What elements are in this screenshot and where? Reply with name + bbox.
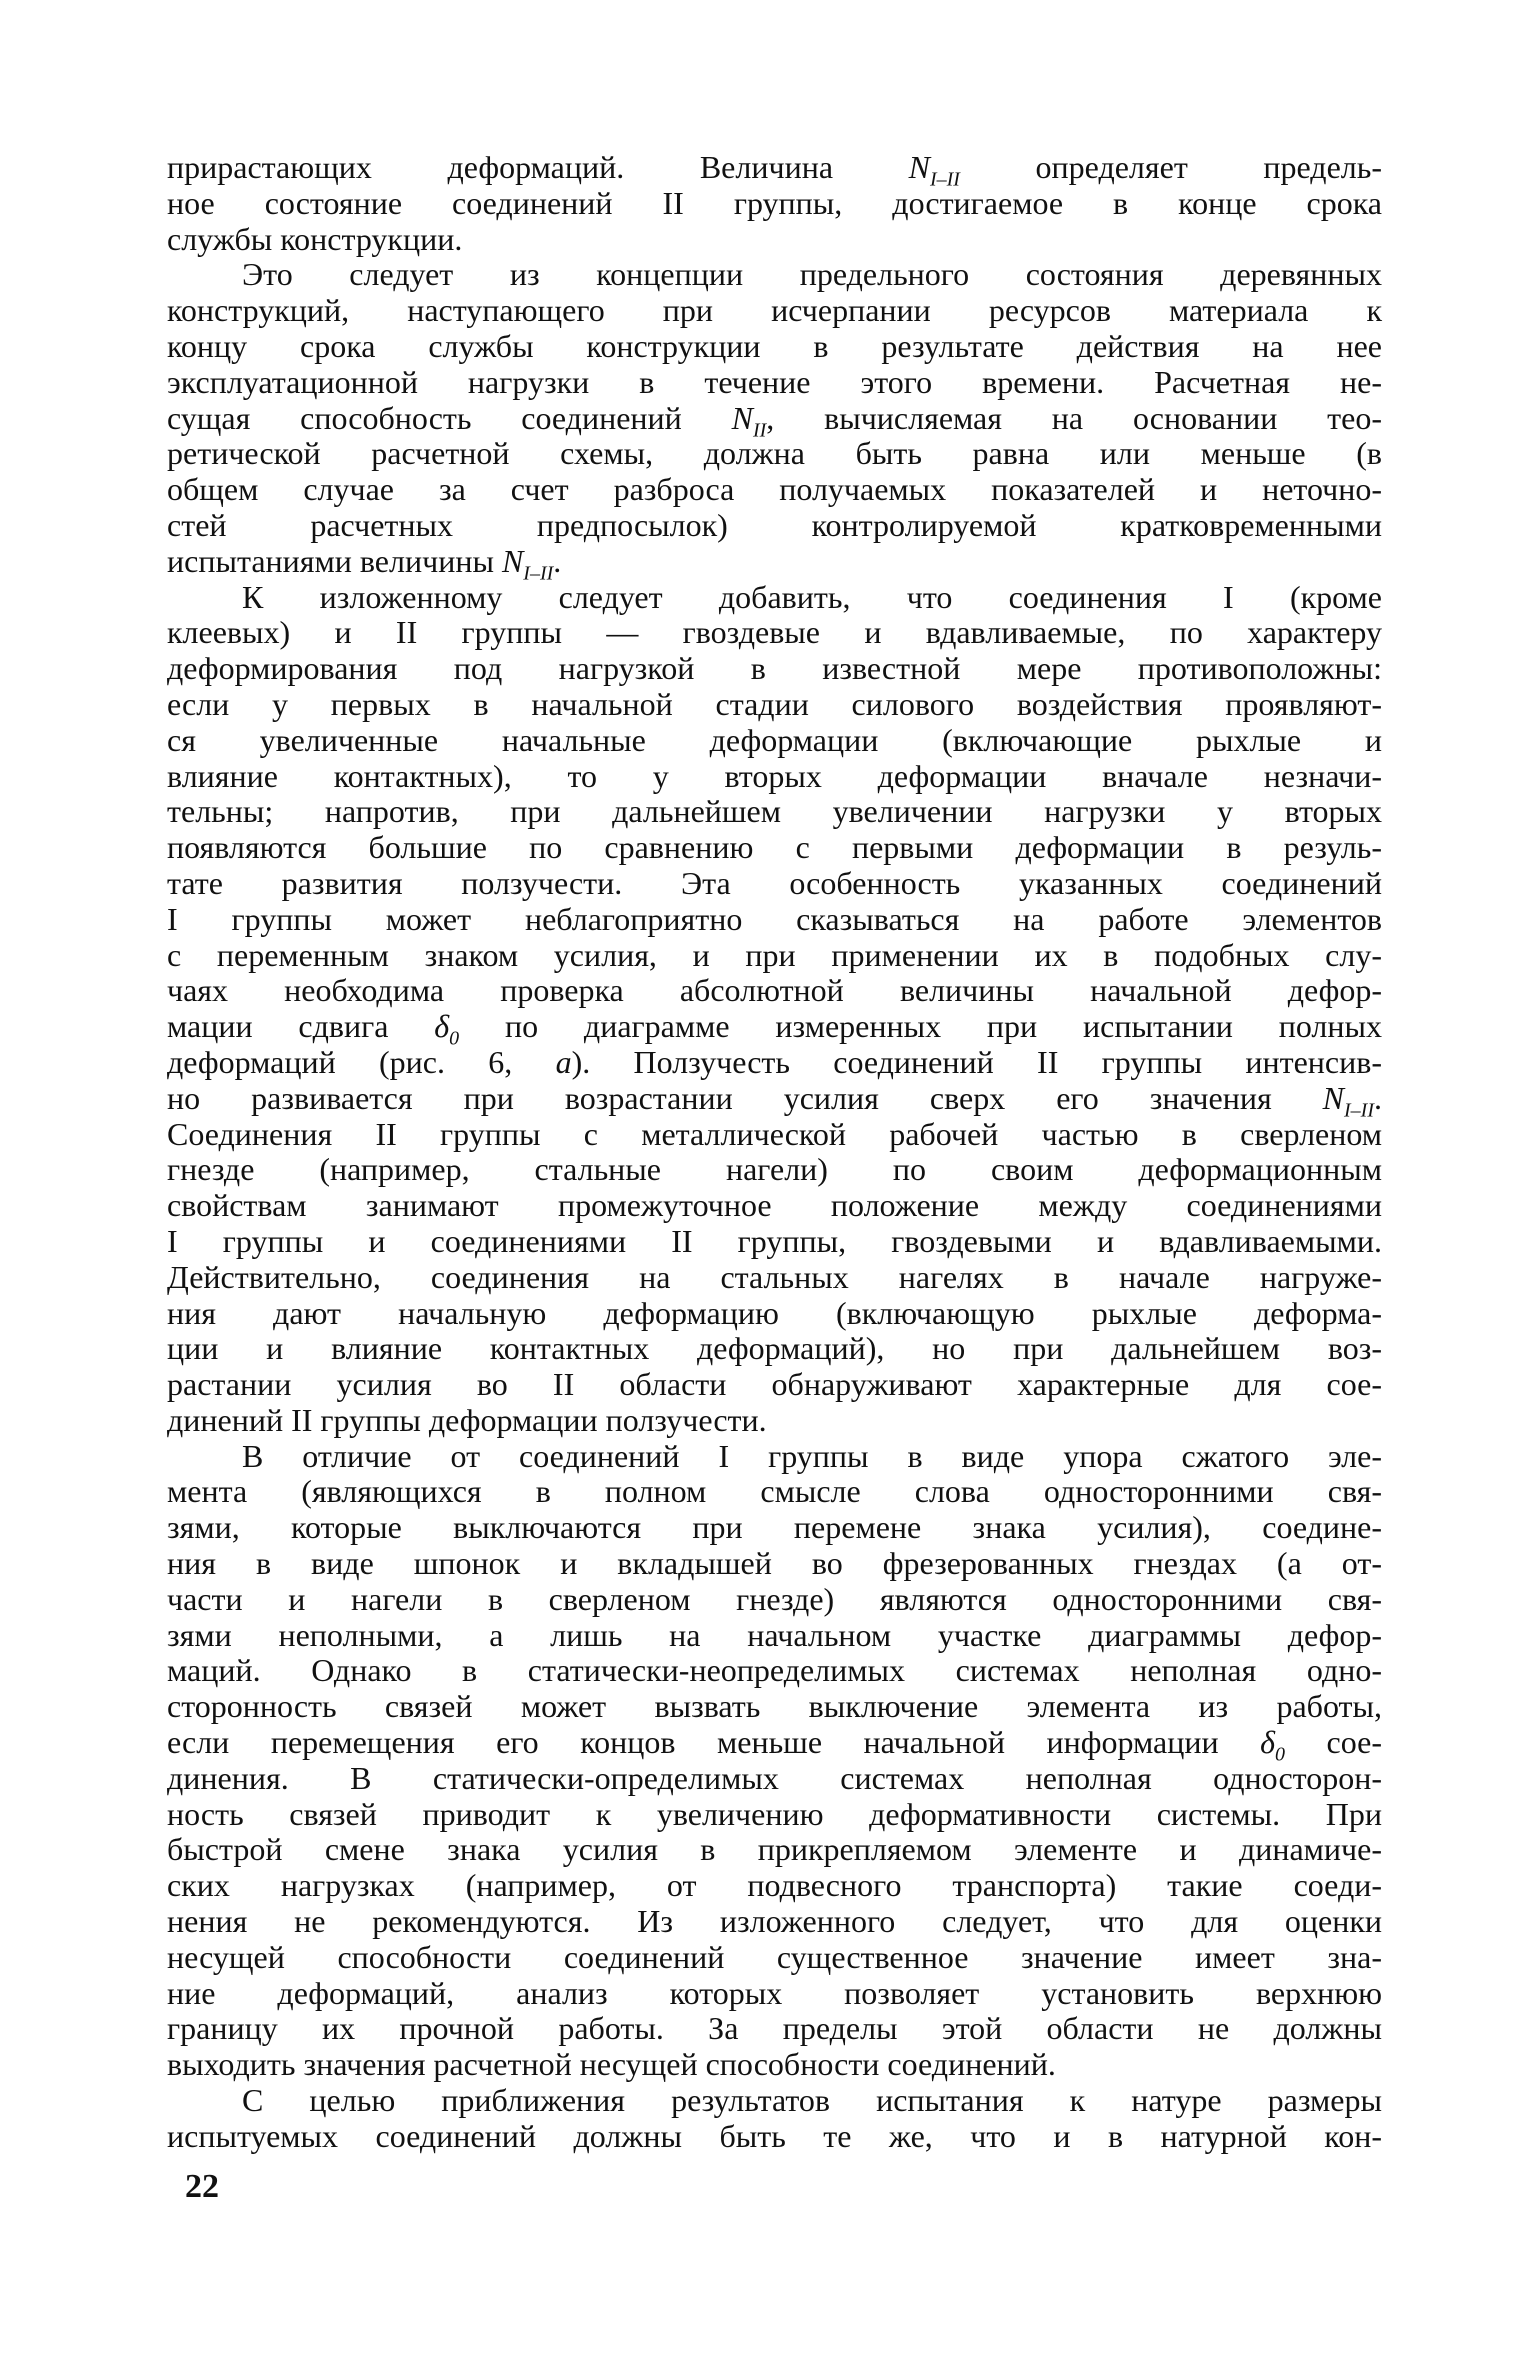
paragraph	[167, 256, 1383, 585]
text-line: I группы и соединениями II группы, гвоздевыми и вдавливаемыми.	[167, 1222, 1382, 1259]
text-line: испытаниями величины $N_{I-II}$.	[167, 542, 562, 585]
text-line: ное состояние соединений II группы, достигаемое в конце срока	[167, 184, 1382, 221]
math-symbol: $\delta_0$	[1260, 1724, 1286, 1766]
text-line: влияние контактных), то у вторых деформации вначале незначи-	[167, 757, 1382, 794]
text-line: выходить значения расчетной несущей способности соединений.	[167, 2046, 1056, 2083]
text-line: растании усилия во II области обнаруживают характерные для сое-	[167, 1366, 1382, 1403]
text-line: тате развития ползучести. Эта особенность указанных соединений	[167, 864, 1382, 901]
text-line: ность связей приводит к увеличению деформативности системы. При	[167, 1795, 1382, 1832]
math-symbol: $N_{I-II}$	[501, 542, 554, 585]
paragraph	[167, 2083, 1382, 2155]
text-line: динения. В статически-определимых системах неполная односторон-	[167, 1759, 1382, 1796]
math-subscript: II	[752, 418, 767, 441]
text-line: Действительно, соединения на стальных нагелях в начале нагруже-	[167, 1258, 1382, 1295]
text-line: несущей способности соединений существенное значение имеет зна-	[167, 1938, 1382, 1975]
text-line: если перемещения его концов меньше начальной информации $\delta_0$ сое-	[167, 1724, 1383, 1766]
math-symbol: $\delta_0$	[434, 1008, 460, 1050]
text-line: В отличие от соединений I группы в виде упора сжатого эле-	[242, 1437, 1382, 1474]
page-body-text	[167, 150, 1382, 2155]
text-line: маций. Однако в статически-неопределимых системах неполная одно-	[167, 1652, 1382, 1689]
text-line: ния дают начальную деформацию (включающую рыхлые деформа-	[167, 1294, 1382, 1331]
text-line: нения не рекомендуются. Из изложенного следует, что для оценки	[167, 1903, 1382, 1940]
text-line: зями неполными, а лишь на начальном участке диаграммы дефор-	[167, 1616, 1382, 1653]
math-subscript: 0	[449, 1027, 460, 1050]
text-line: динений II группы деформации ползучести.	[167, 1401, 767, 1438]
math-symbol: $N_{II}$	[731, 399, 767, 441]
math-subscript: I–II	[929, 168, 960, 191]
text-line: с переменным знаком усилия, и при применении их в подобных слу-	[167, 936, 1382, 973]
text-line: ских нагрузках (например, от подвесного транспорта) такие соеди-	[167, 1867, 1382, 1904]
text-line: службы конструкции.	[167, 220, 463, 257]
text-line: общем случае за счет разброса получаемых показателей и неточно-	[167, 471, 1382, 508]
text-line: мации сдвига $\delta_0$ по диаграмме измеренных при испытании полных	[167, 1008, 1383, 1050]
text-line: сущая способность соединений $N_{II}$, вычисляемая на основании тео-	[167, 399, 1383, 441]
text-line: зями, которые выключаются при перемене знака усилия), соедине-	[167, 1509, 1382, 1546]
text-line: если у первых в начальной стадии силового воздействия проявляют-	[167, 685, 1382, 722]
math-subscript: I–II	[1344, 1099, 1374, 1122]
text-line: ся увеличенные начальные деформации (включающие рыхлые и	[167, 721, 1382, 758]
page-number: 22	[185, 2168, 219, 2205]
math-symbol: а	[555, 1043, 572, 1080]
text-line: эксплуатационной нагрузки в течение этого времени. Расчетная не-	[167, 363, 1382, 400]
text-line: I группы может неблагоприятно сказываться на работе элементов	[167, 900, 1382, 937]
paragraph	[167, 580, 1382, 1439]
text-line: деформирования под нагрузкой в известной мере противоположны:	[167, 650, 1382, 687]
text-line: тельны; напротив, при дальнейшем увеличении нагрузки у вторых	[167, 793, 1382, 830]
text-line: прирастающих деформаций. Величина $N_{I-II}$ определяет предель-	[167, 149, 1382, 191]
text-line: К изложенному следует добавить, что соединения I (кроме	[242, 578, 1382, 615]
paragraph	[167, 150, 1382, 257]
text-line: появляются большие по сравнению с первыми деформации в резуль-	[167, 829, 1382, 866]
text-line: чаях необходима проверка абсолютной величины начальной дефор-	[167, 972, 1382, 1009]
text-line: ретической расчетной схемы, должна быть равна или меньше (в	[167, 435, 1382, 472]
text-line: части и нагели в сверленом гнезде) являются односторонними свя-	[167, 1580, 1382, 1617]
text-line: стей расчетных предпосылок) контролируемой кратковременными	[167, 506, 1382, 543]
text-line: быстрой смене знака усилия в прикрепляемом элементе и динамиче-	[167, 1831, 1382, 1868]
text-line: концу срока службы конструкции в результате действия на нее	[167, 327, 1382, 364]
math-symbol: $N_{I-II}$	[1322, 1079, 1374, 1122]
text-line: С целью приближения результатов испытания к натуре размеры	[242, 2082, 1382, 2119]
text-line: конструкций, наступающего при исчерпании ресурсов материала к	[167, 292, 1382, 329]
text-line: Соединения II группы с металлической рабочей частью в сверленом	[167, 1115, 1382, 1152]
text-line: но развивается при возрастании усилия сверх его значения $N_{I-II}$.	[167, 1079, 1382, 1122]
text-line: клеевых) и II группы — гвоздевые и вдавливаемые, по характеру	[167, 614, 1382, 651]
text-line: свойствам занимают промежуточное положение между соединениями	[167, 1187, 1382, 1224]
text-line: испытуемых соединений должны быть те же, что и в натурной кон-	[167, 2117, 1382, 2154]
text-line: деформаций (рис. 6, а). Ползучесть соединений II группы интенсив-	[167, 1043, 1383, 1080]
text-line: сторонность связей может вызвать выключение элемента из работы,	[167, 1688, 1382, 1725]
paragraph	[167, 1439, 1382, 2083]
text-line: Это следует из концепции предельного состояния деревянных	[242, 256, 1382, 293]
math-symbol: $N_{I-II}$	[908, 149, 960, 191]
text-line: ние деформаций, анализ которых позволяет установить верхнюю	[167, 1974, 1382, 2011]
text-line: гнезде (например, стальные нагели) по своим деформационным	[167, 1151, 1382, 1188]
text-line: границу их прочной работы. За пределы этой области не должны	[167, 2010, 1382, 2047]
text-line: ции и влияние контактных деформаций), но при дальнейшем воз-	[167, 1330, 1382, 1367]
math-subscript: I–II	[523, 562, 554, 585]
math-subscript: 0	[1275, 1743, 1286, 1766]
text-line: ния в виде шпонок и вкладышей во фрезерованных гнездах (а от-	[167, 1545, 1382, 1582]
text-line: мента (являющихся в полном смысле слова односторонними свя-	[167, 1473, 1382, 1510]
